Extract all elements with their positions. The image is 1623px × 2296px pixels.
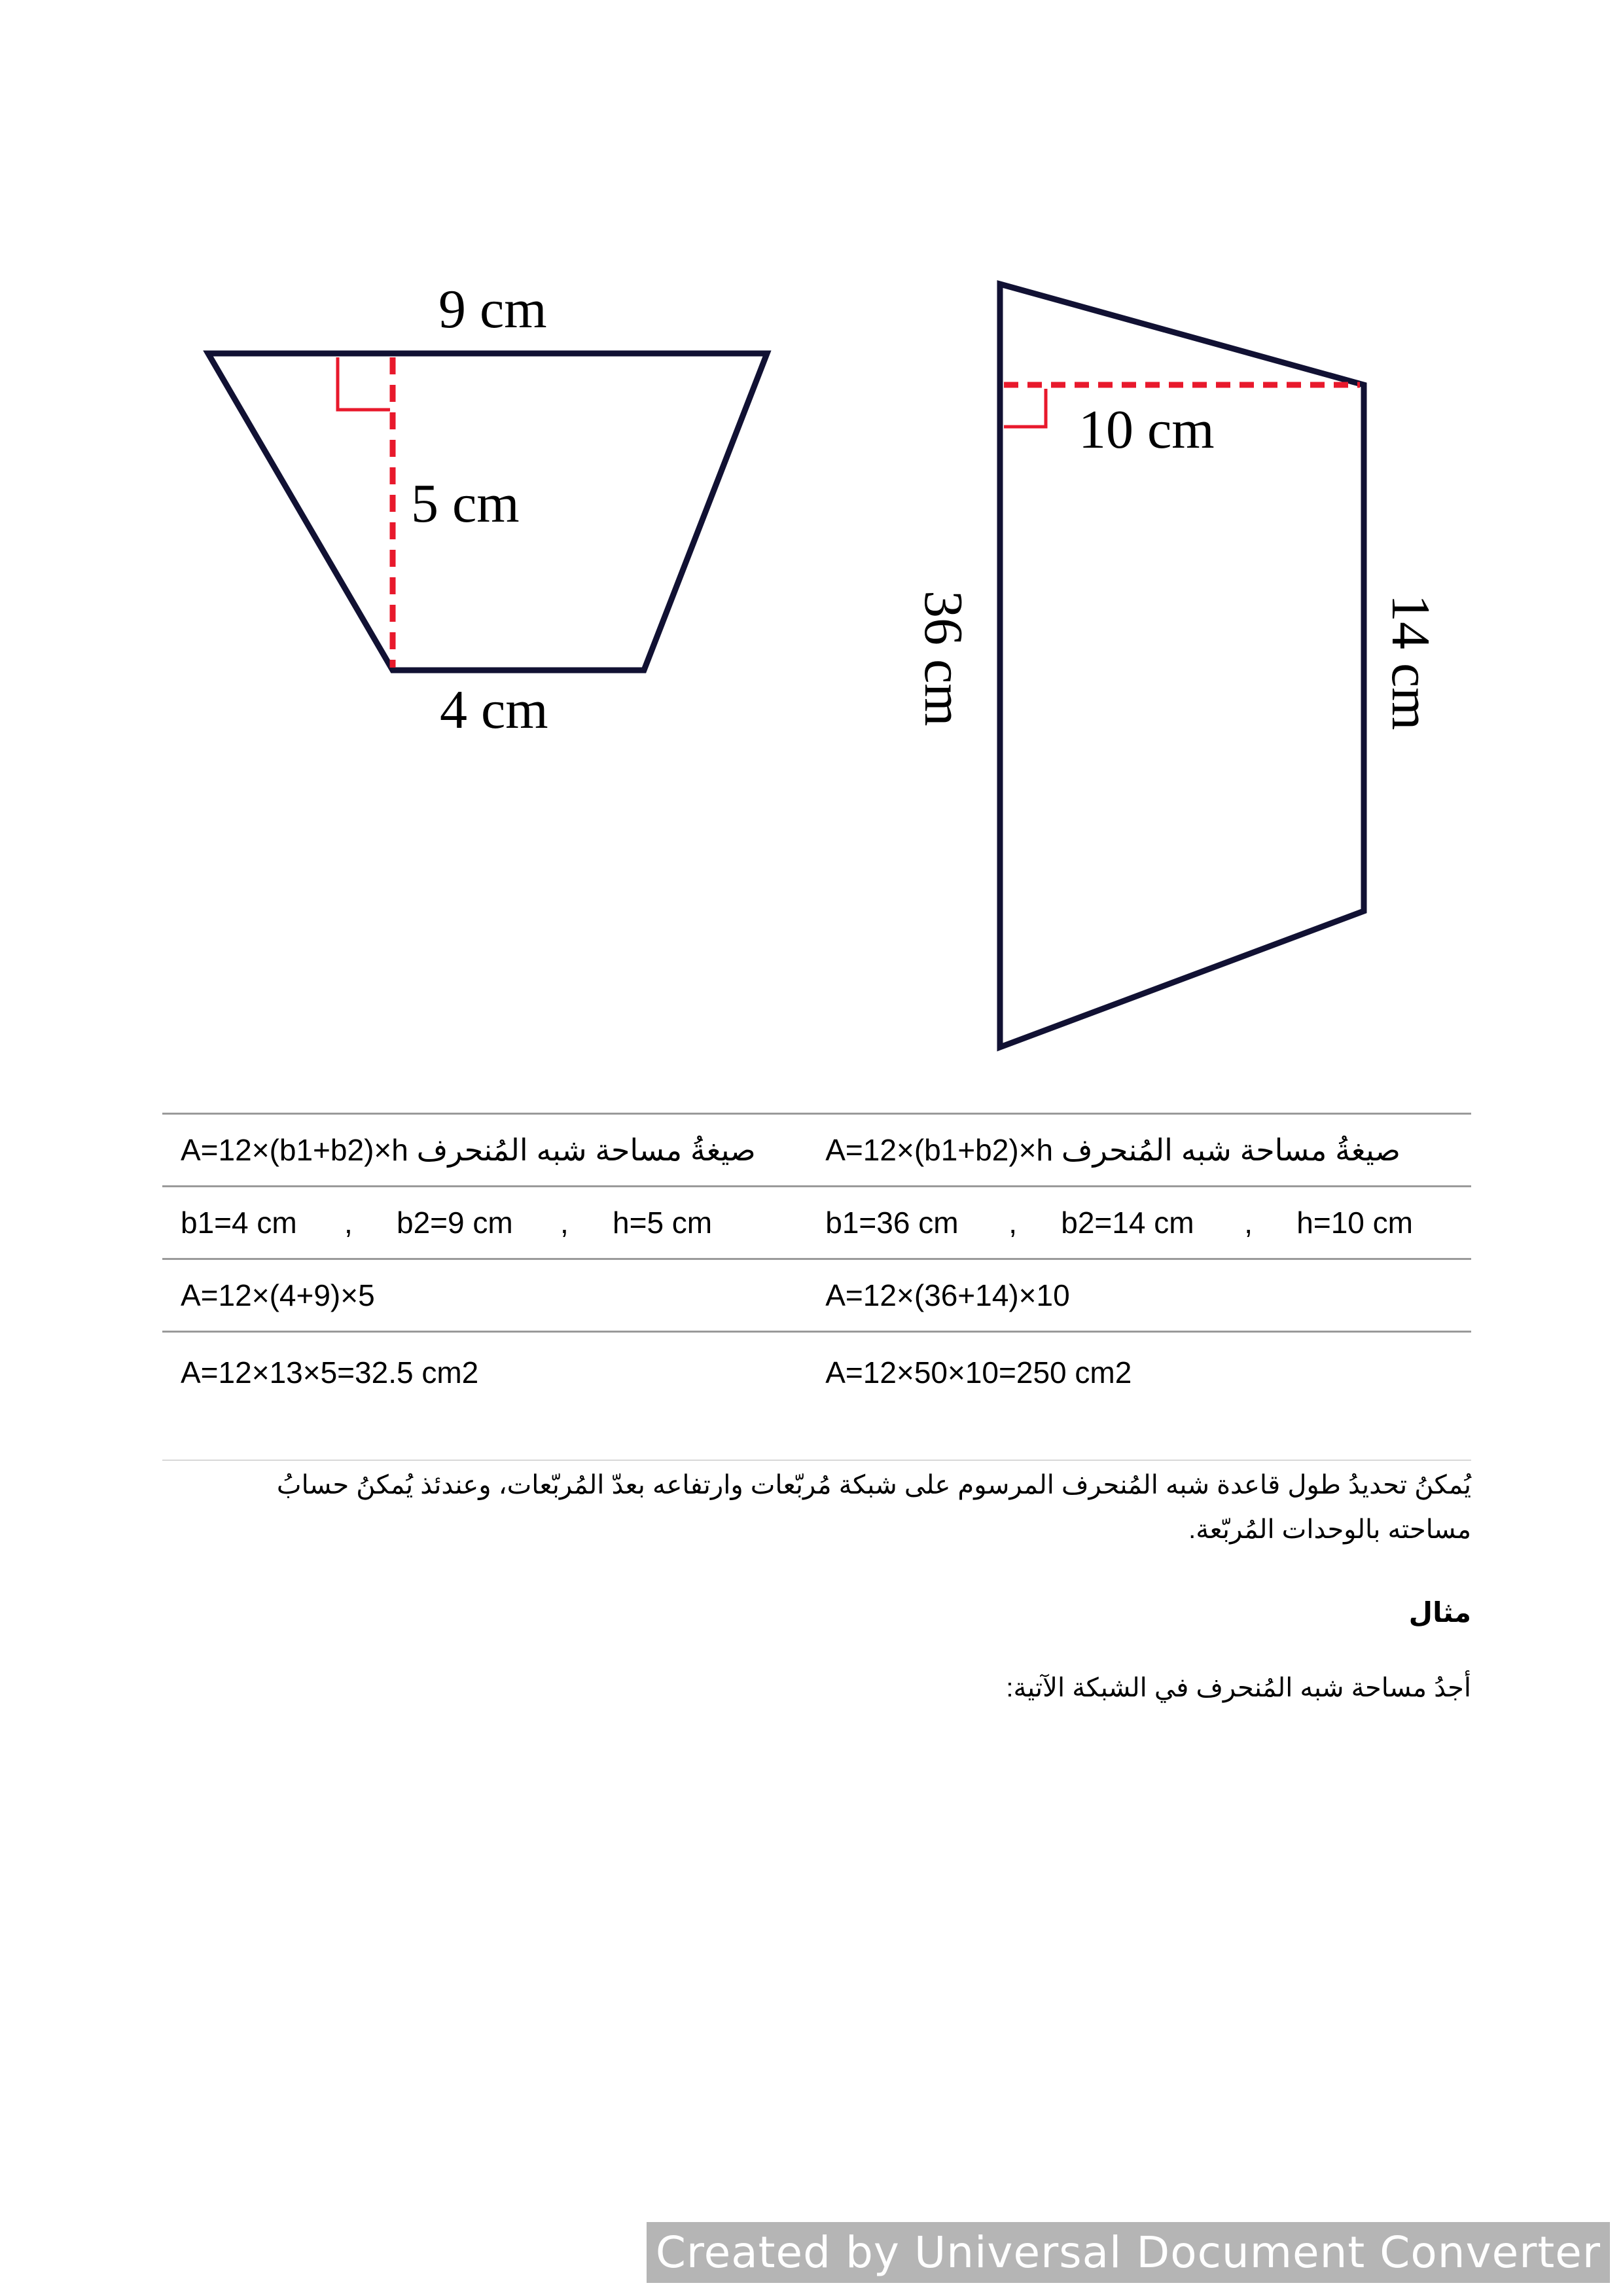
left-height-label: 5 cm xyxy=(411,473,520,534)
right-right-angle-marker xyxy=(1004,389,1046,427)
table-row xyxy=(162,1259,1471,1332)
formula-label: صيغةُ مساحة شبه المُنحرف xyxy=(416,1133,756,1167)
trapezoid-figures xyxy=(0,0,1623,1100)
given-separator: , xyxy=(560,1206,569,1240)
right-height-label: 10 cm xyxy=(1079,399,1215,460)
right-left-base-label: 36 cm xyxy=(913,590,974,726)
table-row xyxy=(162,1187,1471,1259)
table-row xyxy=(162,1114,1471,1187)
table-cell xyxy=(162,1187,807,1259)
given-h: h=10 cm xyxy=(1296,1206,1413,1240)
right-trapezoid xyxy=(913,284,1441,1047)
table-cell xyxy=(162,1259,807,1332)
example-heading: مثال xyxy=(1408,1597,1471,1628)
formula-table xyxy=(162,1113,1471,1461)
given-b1: b1=36 cm xyxy=(825,1206,959,1240)
table-cell xyxy=(807,1114,1471,1187)
given-b2: b2=14 cm xyxy=(1061,1206,1194,1240)
given-h: h=5 cm xyxy=(613,1206,713,1240)
given-separator: , xyxy=(1008,1206,1018,1240)
given-b1: b1=4 cm xyxy=(181,1206,297,1240)
result: A=12×50×10=250 cm2 xyxy=(825,1355,1132,1390)
substitution: A=12×(4+9)×5 xyxy=(181,1278,375,1312)
table-cell xyxy=(807,1259,1471,1332)
left-bottom-base-label: 4 cm xyxy=(440,679,548,740)
watermark-banner: Created by Universal Document Converter xyxy=(647,2222,1610,2283)
given-separator: , xyxy=(1244,1206,1253,1240)
table-cell xyxy=(807,1187,1471,1259)
instruction-text: أجدُ مساحة شبه المُنحرف في الشبكة الآتية: xyxy=(1006,1674,1471,1702)
left-top-base-label: 9 cm xyxy=(438,279,547,340)
right-right-base-label: 14 cm xyxy=(1380,594,1441,730)
right-trapezoid-outline xyxy=(1000,284,1364,1047)
formula-math: A=12×(b1+b2)×h xyxy=(181,1133,408,1167)
table-row xyxy=(162,1332,1471,1461)
formula-math: A=12×(b1+b2)×h xyxy=(825,1133,1054,1167)
table-cell xyxy=(162,1114,807,1187)
table-cell xyxy=(162,1332,807,1461)
explanation-paragraph: يُمكنُ تحديدُ طول قاعدة شبه المُنحرف المرسوم على شبكة مُربّعات وارتفاعه بعدّ المُربّعات، وعندئذ يُمكنُ حسابُ مساحته بالوحدات المُربّعة. xyxy=(276,1471,1471,1544)
table-cell xyxy=(807,1332,1471,1461)
given-b2: b2=9 cm xyxy=(397,1206,513,1240)
result: A=12×13×5=32.5 cm2 xyxy=(181,1355,479,1390)
given-separator: , xyxy=(344,1206,353,1240)
formula-label: صيغةُ مساحة شبه المُنحرف xyxy=(1061,1133,1400,1167)
left-right-angle-marker xyxy=(338,357,390,410)
left-trapezoid xyxy=(208,279,767,740)
substitution: A=12×(36+14)×10 xyxy=(825,1278,1070,1312)
